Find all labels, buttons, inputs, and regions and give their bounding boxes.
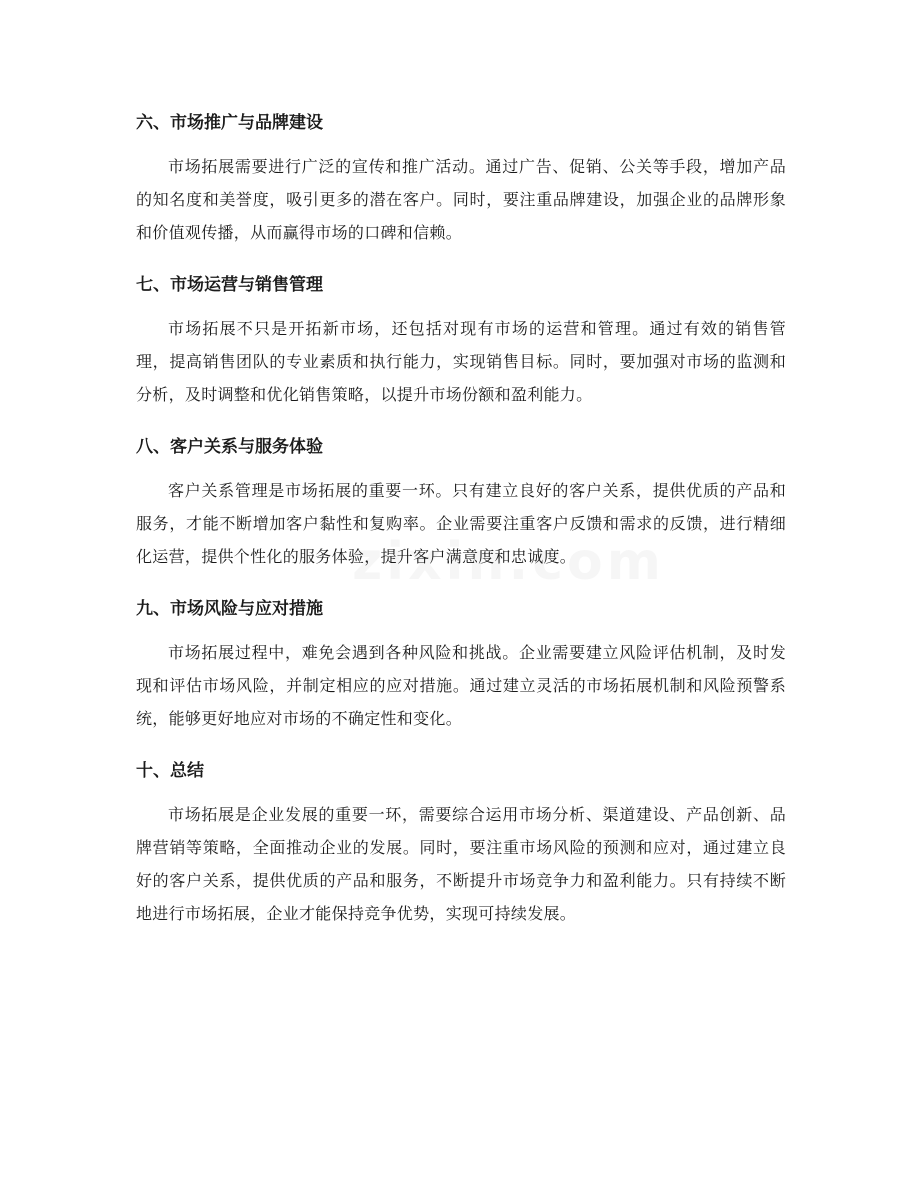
section-risk-response [136,594,786,735]
section-heading: 九、市场风险与应对措施 [136,599,323,619]
section-heading: 六、市场推广与品牌建设 [136,113,323,133]
section-paragraph: 市场拓展需要进行广泛的宣传和推广活动。通过广告、促销、公关等手段，增加产品的知名度和美誉度，吸引更多的潜在客户。同时，要注重品牌建设，加强企业的品牌形象和价值观传播，从而赢得市场的口碑和信赖。 [136,157,786,242]
section-summary [136,756,786,930]
document-body [136,108,786,951]
section-paragraph: 市场拓展不只是开拓新市场，还包括对现有市场的运营和管理。通过有效的销售管理，提高销售团队的专业素质和执行能力，实现销售目标。同时，要加强对市场的监测和分析，及时调整和优化销售策略，以提升市场份额和盈利能力。 [136,319,786,404]
section-heading: 十、总结 [136,761,204,781]
section-heading: 八、客户关系与服务体验 [136,437,323,457]
section-promotion-branding [136,108,786,249]
section-customer-relations [136,432,786,573]
section-heading: 七、市场运营与销售管理 [136,275,323,295]
section-paragraph: 客户关系管理是市场拓展的重要一环。只有建立良好的客户关系，提供优质的产品和服务，才能不断增加客户黏性和复购率。企业需要注重客户反馈和需求的反馈，进行精细化运营，提供个性化的服务体验，提升客户满意度和忠诚度。 [136,481,786,566]
section-paragraph: 市场拓展过程中，难免会遇到各种风险和挑战。企业需要建立风险评估机制，及时发现和评估市场风险，并制定相应的应对措施。通过建立灵活的市场拓展机制和风险预警系统，能够更好地应对市场的不确定性和变化。 [136,643,786,728]
section-operations-sales [136,270,786,411]
section-paragraph: 市场拓展是企业发展的重要一环，需要综合运用市场分析、渠道建设、产品创新、品牌营销等策略，全面推动企业的发展。同时，要注重市场风险的预测和应对，通过建立良好的客户关系，提供优质的产品和服务，不断提升市场竞争力和盈利能力。只有持续不断地进行市场拓展，企业才能保持竞争优势，实现可持续发展。 [136,805,786,923]
